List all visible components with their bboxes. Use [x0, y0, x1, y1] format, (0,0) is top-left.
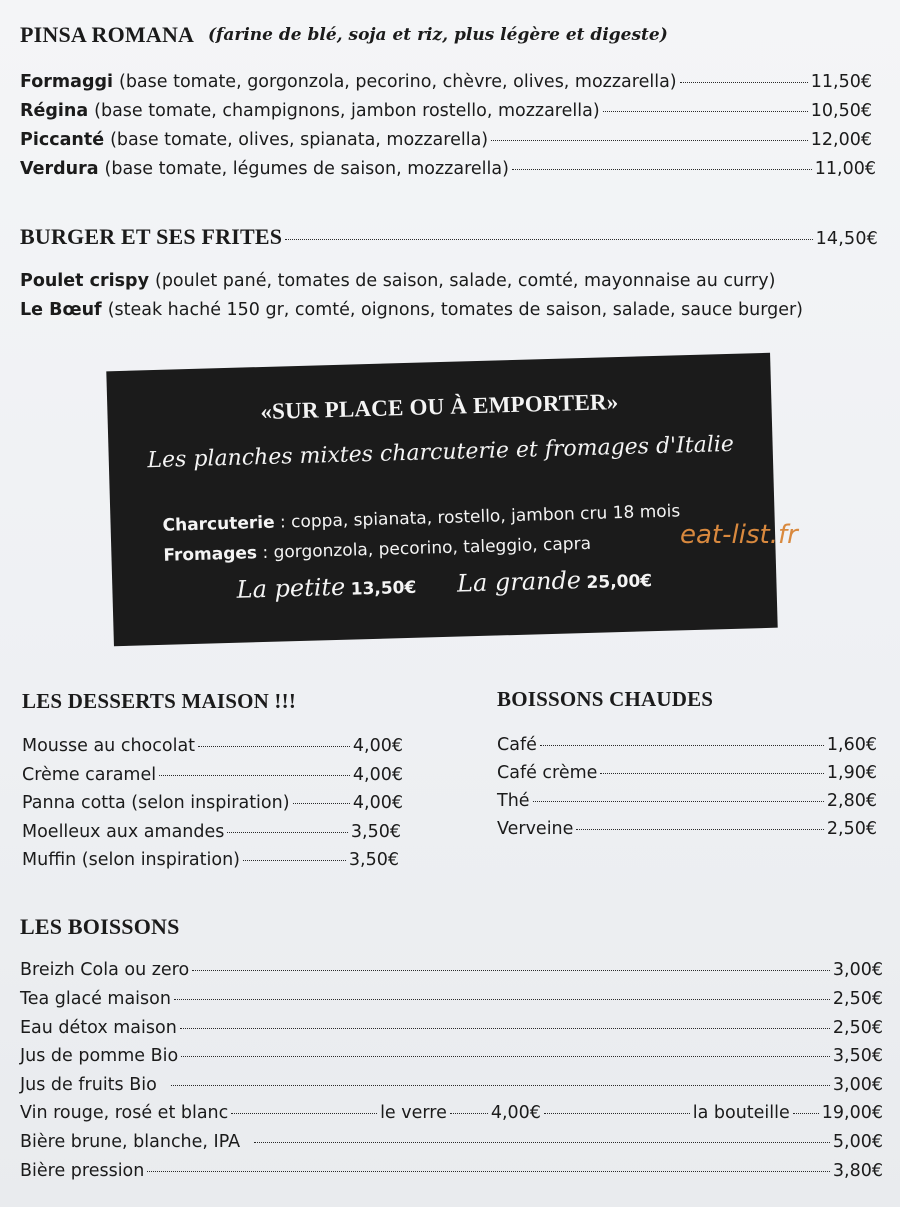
- item-description: (base tomate, champignons, jambon rostello, mozzarella): [94, 101, 600, 121]
- leader-dots: [181, 1056, 830, 1057]
- board-title: «SUR PLACE OU À EMPORTER»: [260, 389, 619, 425]
- item-name: Régina: [20, 101, 89, 121]
- leader-dots: [171, 1085, 830, 1086]
- board-prices: [112, 561, 777, 608]
- leader-dots: [450, 1113, 488, 1114]
- item-name: Bière pression: [20, 1161, 145, 1181]
- hot-drink-row: [497, 763, 877, 783]
- leader-dots: [159, 775, 350, 776]
- grande-price: 25,00€: [586, 571, 653, 593]
- leader-dots: [544, 1113, 690, 1114]
- leader-dots: [680, 82, 808, 83]
- item-price: 10,50€: [810, 101, 872, 121]
- bouteille-price: 19,00€: [821, 1103, 884, 1123]
- item-name: Café crème: [497, 763, 598, 783]
- drink-row: [20, 960, 883, 980]
- fromages-label: Fromages: [163, 543, 258, 566]
- leader-dots: [600, 773, 823, 774]
- board-fromages-line: [163, 534, 591, 566]
- fromages-text: : gorgonzola, pecorino, taleggio, capra: [262, 533, 592, 564]
- charcuterie-text: : coppa, spianata, rostello, jambon cru 18 mois: [279, 501, 681, 533]
- item-price: 2,50€: [832, 1018, 883, 1038]
- item-price: 3,50€: [832, 1046, 883, 1066]
- item-name: Piccanté: [20, 130, 105, 150]
- leader-dots: [512, 169, 812, 170]
- item-name: Thé: [497, 791, 530, 811]
- menu-item-row: [20, 159, 876, 179]
- burger-price: 14,50€: [815, 229, 878, 249]
- item-name: Poulet crispy: [20, 271, 149, 291]
- item-name: Mousse au chocolat: [22, 736, 196, 756]
- drink-row: [20, 1018, 883, 1038]
- dessert-row: [22, 822, 401, 842]
- item-name: Breizh Cola ou zero: [20, 960, 190, 980]
- leader-dots: [227, 832, 348, 833]
- verre-label: le verre: [380, 1103, 447, 1123]
- item-name: Vin rouge, rosé et blanc: [20, 1103, 229, 1123]
- hot-drink-row: [497, 735, 877, 755]
- board-charcuterie-line: [162, 501, 680, 535]
- wine-row: [20, 1103, 883, 1123]
- leader-dots: [180, 1028, 830, 1029]
- item-price: 3,00€: [832, 1075, 883, 1095]
- burger-item-row: [20, 300, 803, 320]
- drink-row: [20, 989, 883, 1009]
- menu-item-row: [20, 130, 872, 150]
- item-price: 2,80€: [826, 791, 877, 811]
- dessert-row: [22, 736, 403, 756]
- item-price: 3,80€: [832, 1161, 883, 1181]
- item-price: 11,50€: [810, 72, 872, 92]
- leader-dots: [174, 999, 830, 1000]
- item-price: 3,00€: [832, 960, 883, 980]
- leader-dots: [192, 970, 830, 971]
- item-price: 4,00€: [352, 765, 403, 785]
- item-description: (base tomate, gorgonzola, pecorino, chèvre, olives, mozzarella): [119, 72, 677, 92]
- burger-item-row: [20, 271, 775, 291]
- leader-dots: [603, 111, 808, 112]
- item-price: 11,00€: [814, 159, 876, 179]
- leader-dots: [576, 829, 823, 830]
- burger-section-title: BURGER ET SES FRITES: [20, 224, 283, 249]
- leader-dots: [231, 1113, 377, 1114]
- item-name: Muffin (selon inspiration): [22, 850, 241, 870]
- watermark: eat-list.fr: [680, 520, 798, 550]
- menu-item-row: [20, 72, 872, 92]
- item-description: (base tomate, olives, spianata, mozzarella): [110, 130, 489, 150]
- item-price: 1,90€: [826, 763, 877, 783]
- item-name: Eau détox maison: [20, 1018, 177, 1038]
- item-name: Le Bœuf: [20, 300, 102, 320]
- pinsa-section-title: PINSA ROMANA: [20, 22, 195, 47]
- hot-drink-row: [497, 819, 877, 839]
- item-price: 1,60€: [826, 735, 877, 755]
- item-name: Panna cotta (selon inspiration): [22, 793, 290, 813]
- item-name: Café: [497, 735, 537, 755]
- item-price: 3,50€: [348, 850, 399, 870]
- item-description: (base tomate, légumes de saison, mozzarella): [104, 159, 509, 179]
- dessert-row: [22, 850, 399, 870]
- item-price: 2,50€: [832, 989, 883, 1009]
- leader-dots: [147, 1171, 830, 1172]
- item-name: Formaggi: [20, 72, 113, 92]
- leader-dots: [285, 239, 812, 240]
- drink-row: [20, 1161, 883, 1181]
- item-price: 2,50€: [826, 819, 877, 839]
- petite-price: 13,50€: [350, 577, 417, 600]
- item-price: 3,50€: [350, 822, 401, 842]
- item-name: Moelleux aux amandes: [22, 822, 225, 842]
- leader-dots: [293, 803, 350, 804]
- item-description: (steak haché 150 gr, comté, oignons, tomates de saison, salade, sauce burger): [107, 300, 803, 320]
- leader-dots: [533, 801, 824, 802]
- charcuterie-label: Charcuterie: [162, 512, 275, 536]
- drink-row: [20, 1132, 883, 1152]
- dessert-row: [22, 793, 403, 813]
- drink-row: [20, 1075, 883, 1095]
- hot-drinks-section-title: BOISSONS CHAUDES: [497, 687, 714, 711]
- desserts-section-title: LES DESSERTS MAISON !!!: [22, 689, 297, 713]
- dessert-row: [22, 765, 403, 785]
- item-name: Bière brune, blanche, IPA: [20, 1132, 241, 1152]
- leader-dots: [793, 1113, 819, 1114]
- item-name: Tea glacé maison: [20, 989, 171, 1009]
- leader-dots: [540, 745, 824, 746]
- petite-label: La petite: [236, 572, 346, 604]
- hot-drink-row: [497, 791, 877, 811]
- burger-header-row: [20, 224, 878, 250]
- item-name: Crème caramel: [22, 765, 157, 785]
- item-price: 5,00€: [832, 1132, 883, 1152]
- grande-label: La grande: [456, 566, 582, 598]
- takeaway-board: [106, 353, 777, 646]
- drink-row: [20, 1046, 883, 1066]
- leader-dots: [491, 140, 808, 141]
- item-name: Jus de pomme Bio: [20, 1046, 179, 1066]
- item-price: 4,00€: [352, 736, 403, 756]
- board-script-heading: Les planches mixtes charcuterie et fromages d'Italie: [147, 431, 735, 474]
- bouteille-label: la bouteille: [692, 1103, 790, 1123]
- item-price: 4,00€: [352, 793, 403, 813]
- item-price: 12,00€: [810, 130, 872, 150]
- item-name: Verdura: [20, 159, 99, 179]
- boissons-section-title: LES BOISSONS: [20, 914, 180, 939]
- leader-dots: [254, 1142, 830, 1143]
- menu-item-row: [20, 101, 872, 121]
- item-description: (poulet pané, tomates de saison, salade, comté, mayonnaise au curry): [155, 271, 776, 291]
- pinsa-subtitle: (farine de blé, soja et riz, plus légère et digeste): [208, 25, 668, 45]
- item-name: Jus de fruits Bio: [20, 1075, 157, 1095]
- verre-price: 4,00€: [490, 1103, 541, 1123]
- item-name: Verveine: [497, 819, 574, 839]
- leader-dots: [243, 860, 346, 861]
- leader-dots: [198, 746, 350, 747]
